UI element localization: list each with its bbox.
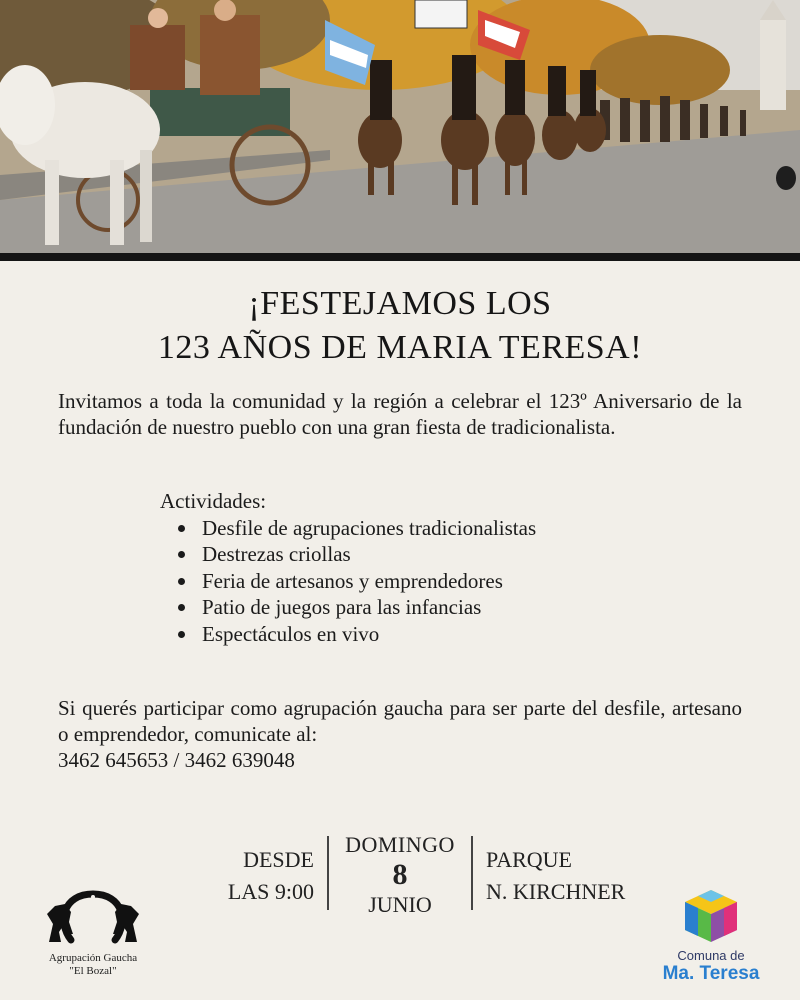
- left-logo-caption-1: Agrupación Gaucha: [48, 952, 138, 964]
- contact-paragraph: [58, 695, 742, 773]
- activities-section: [160, 488, 720, 647]
- parade-illustration: [0, 0, 800, 253]
- event-day-number: 8: [392, 858, 408, 891]
- event-place-name: N. KIRCHNER: [486, 879, 626, 904]
- cube-logo-icon: [681, 888, 741, 944]
- event-start-time: LAS 9:00: [227, 879, 314, 904]
- event-from-label: DESDE: [243, 847, 314, 872]
- comuna-logo: [646, 888, 776, 988]
- left-logo-caption-2: "El Bozal": [69, 965, 117, 977]
- event-date: [328, 830, 472, 920]
- right-logo-caption-2: Ma. Teresa: [662, 963, 760, 984]
- hero-photo-parade: [0, 0, 800, 253]
- horseshoe-horses-icon: [43, 888, 143, 946]
- intro-paragraph: Invitamos a toda la comunidad y la región a celebrar el 123º Aniversario de la fundación de nuestro pueblo con una gran fiesta de tradicionalista.: [58, 389, 742, 439]
- event-place-label: PARQUE: [486, 847, 572, 872]
- list-item: Desfile de agrupaciones tradicionalistas: [178, 515, 720, 542]
- event-time: [228, 844, 314, 908]
- activities-heading: Actividades:: [160, 489, 267, 513]
- contact-phones: 3462 645653 / 3462 639048: [58, 748, 295, 772]
- title-line-1: ¡FESTEJAMOS LOS: [248, 285, 552, 322]
- agrupacion-gaucha-logo: [34, 888, 152, 984]
- list-item: Patio de juegos para las infancias: [178, 594, 720, 621]
- event-divider-right: [471, 836, 473, 910]
- title-line-2: 123 AÑOS DE MARIA TERESA!: [157, 329, 643, 366]
- event-weekday: DOMINGO: [345, 832, 455, 857]
- event-place: [486, 844, 625, 908]
- hero-bottom-band: [0, 253, 800, 261]
- list-item: Espectáculos en vivo: [178, 621, 720, 648]
- contact-text: Si querés participar como agrupación gaucha para ser parte del desfile, artesano o emprendedor, comunicate al:: [58, 696, 742, 746]
- event-month: JUNIO: [368, 892, 432, 917]
- page-title: [0, 282, 800, 370]
- right-logo-caption-1: Comuna de: [677, 948, 745, 963]
- list-item: Feria de artesanos y emprendedores: [178, 568, 720, 595]
- activities-list: [178, 515, 720, 648]
- list-item: Destrezas criollas: [178, 541, 720, 568]
